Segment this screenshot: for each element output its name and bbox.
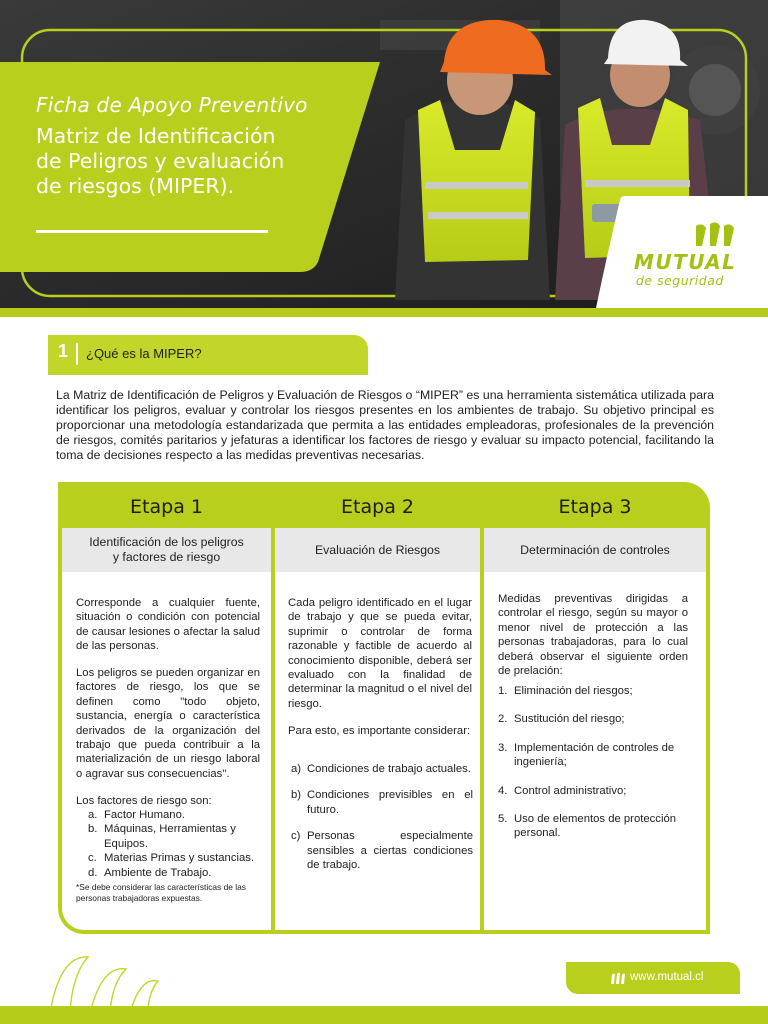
header-divider <box>36 230 268 233</box>
list-marker: c. <box>88 852 97 865</box>
stage-1-body <box>62 572 271 930</box>
list-item-text: Condiciones de trabajo actuales. <box>307 763 471 775</box>
footer-accent-bar <box>0 1006 768 1024</box>
list-marker: 3. <box>498 741 508 754</box>
conditions-list <box>291 762 473 872</box>
list-item-text: Control administrativo; <box>514 784 627 797</box>
page-title <box>36 124 356 199</box>
logo-tagline: de seguridad <box>636 273 724 288</box>
list-marker: a) <box>291 763 302 775</box>
list-item <box>498 684 688 698</box>
list-item-text: Máquinas, Herramientas y Equipos. <box>104 823 236 850</box>
page-title-line: de riesgos (MIPER). <box>36 174 235 198</box>
stage-1-title: Etapa 1 <box>130 496 203 518</box>
list-item-text: Implementación de controles de ingeniería; <box>514 741 675 769</box>
list-item-text: Uso de elementos de protección personal. <box>514 813 677 840</box>
list-item <box>498 712 688 726</box>
stage-1-paragraph: Los factores de riesgo son: <box>76 795 212 807</box>
section-divider <box>76 343 78 365</box>
risk-factor-list <box>88 808 260 880</box>
list-marker: b) <box>291 789 302 802</box>
section-title: ¿Qué es la MIPER? <box>86 346 202 361</box>
list-item <box>291 829 473 872</box>
list-item <box>88 808 260 822</box>
section-number: 1 <box>58 341 69 361</box>
intro-paragraph: La Matriz de Identificación de Peligros y Evaluación de Riesgos o “MIPER” es una herramienta sistemática utilizada para identificar los peligros, evaluar y controlar los riesgos presentes en los ambientes de trabajo. Su objetivo principal es proporcionar una metodología estandarizada que permita a las entidades empleadoras, profesionales de la prevención de riesgos, comités paritarios y jefaturas a identificar los factores de riesgo y evaluar su impacto potencial, facilitando la toma de decisiones respecto a las medidas preventivas necesarias. <box>56 388 714 462</box>
header-banner <box>0 0 768 308</box>
stage-3-paragraph: Medidas preventivas dirigidas a controlar el riesgo, según su mayor o menor nivel de protección a las personas trabajadoras, para lo cual deberá observar el siguiente orden de prelación: <box>498 593 688 678</box>
list-marker: d. <box>88 866 98 879</box>
header-accent-bar <box>0 308 768 317</box>
website-url[interactable]: www.mutual.cl <box>630 971 704 983</box>
stage-1-paragraph: Corresponde a cualquier fuente, situación o condición con potencial de causar lesiones o afectar la salud de las personas. <box>76 597 260 653</box>
header-text-block <box>36 92 356 199</box>
list-marker: 5. <box>498 813 508 826</box>
stage-2-paragraph: Cada peligro identificado en el lugar de trabajo y que se pueda evitar, suprimir o controlar de forma razonable y factible de acuerdo al conocimiento disponible, deberá ser evaluado con la finalidad de determinar la magnitud o el nivel del riesgo. <box>288 597 472 710</box>
list-marker: b. <box>88 823 98 836</box>
list-marker: a. <box>88 809 98 821</box>
stage-1-subtitle-line: y factores de riesgo <box>112 550 221 564</box>
stage-3-subtitle: Determinación de controles <box>484 528 706 572</box>
header-kicker: Ficha de Apoyo Preventivo <box>36 93 308 117</box>
list-item-text: Materias Primas y sustancias. <box>104 852 255 865</box>
list-item-text: Personas especialmente sensibles a ciertas condiciones de trabajo. <box>307 830 473 872</box>
stages-table <box>58 482 710 934</box>
list-item <box>498 812 688 841</box>
list-item <box>498 784 688 798</box>
list-marker: 2. <box>498 713 508 726</box>
list-item <box>291 788 473 817</box>
list-item <box>88 822 260 851</box>
list-item-text: Condiciones previsibles en el futuro. <box>307 789 473 816</box>
stage-2-subtitle: Evaluación de Riesgos <box>275 528 480 572</box>
controls-list <box>498 684 688 841</box>
stage-3-title: Etapa 3 <box>558 496 632 518</box>
list-item <box>88 851 260 865</box>
list-marker: 1. <box>498 685 508 697</box>
stage-1-subtitle <box>62 528 271 572</box>
page-title-line: de Peligros y evaluación <box>36 149 285 173</box>
stage-1-subtitle-line: Identificación de los peligros <box>89 535 244 549</box>
stage-1-footnote: *Se debe considerar las características de las personas trabajadoras expuestas. <box>76 882 246 903</box>
list-item-text: Ambiente de Trabajo. <box>104 866 212 879</box>
mutual-logo-icon <box>610 972 626 984</box>
stage-1-paragraph: Los peligros se pueden organizar en factores de riesgo, los que se definen como "todo objeto, sustancia, energía o característica derivados de la organización del trabajo que pueda contribuir a la materialización de un riesgo laboral o agravar sus consecuencias". <box>76 667 260 780</box>
logo-wordmark: MUTUAL <box>634 250 737 274</box>
list-item-text: Factor Humano. <box>104 809 185 821</box>
list-item <box>291 762 473 776</box>
website-link[interactable] <box>566 962 740 994</box>
stage-2-paragraph: Para esto, es importante considerar: <box>288 725 471 737</box>
list-item <box>498 741 688 770</box>
list-marker: c) <box>291 830 301 843</box>
list-marker: 4. <box>498 784 508 797</box>
section-heading <box>48 335 368 375</box>
mutual-logo <box>626 220 751 290</box>
stage-2-title: Etapa 2 <box>341 496 414 518</box>
list-item <box>88 866 260 880</box>
list-item-text: Sustitución del riesgo; <box>514 713 625 726</box>
page-title-line: Matriz de Identificación <box>36 124 276 148</box>
stage-3-body <box>484 572 706 930</box>
list-item-text: Eliminación del riesgos; <box>514 685 633 697</box>
stage-2-body <box>275 572 480 930</box>
